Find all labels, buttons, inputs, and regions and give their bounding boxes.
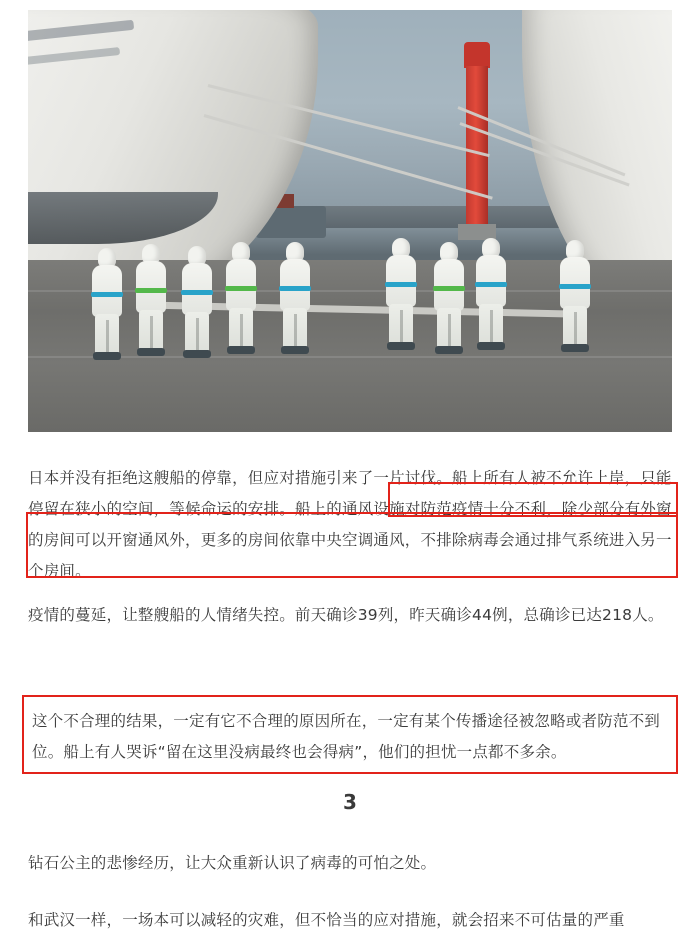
photo-canvas — [28, 10, 672, 432]
dock-line — [28, 356, 672, 358]
article-photo — [28, 10, 672, 432]
hazmat-worker — [474, 238, 508, 350]
hazmat-worker — [90, 248, 124, 360]
hazmat-worker — [134, 244, 168, 356]
hazmat-worker — [224, 242, 258, 354]
article-paragraph-4: 钻石公主的悲惨经历，让大众重新认识了病毒的可怕之处。 — [28, 854, 437, 872]
hazmat-worker — [432, 242, 466, 354]
article-paragraph-1: 日本并没有拒绝这艘船的停靠，但应对措施引来了一片讨伐。船上所有人被不允许上岸，只能停留在狭小的空间，等候命运的安排。船上的通风设施对防范疫情十分不利，除少部分有外窗的房间可以开窗通风外，更多的房间依靠中央空调通风，不排除病毒会通过排气系统进入另一个房间。 — [28, 469, 672, 580]
hazmat-worker — [384, 238, 418, 350]
hazmat-worker — [558, 240, 592, 352]
ship-window-row — [28, 20, 134, 42]
hazmat-worker — [278, 242, 312, 354]
article-paragraph-2: 疫情的蔓延，让整艘船的人情绪失控。前天确诊39列，昨天确诊44例，总确诊已达218人。 — [28, 606, 664, 624]
lighthouse-lamp-icon — [464, 42, 490, 68]
hazmat-worker — [180, 246, 214, 358]
article-paragraph-5: 和武汉一样，一场本可以减轻的灾难，但不恰当的应对措施，就会招来不可估量的严重 — [28, 911, 625, 929]
article-paragraph-3: 这个不合理的结果，一定有它不合理的原因所在，一定有某个传播途径被忽略或者防范不到位。船上有人哭诉“留在这里没病最终也会得病”，他们的担忧一点都不多余。 — [32, 712, 661, 761]
ship-window-row — [28, 47, 120, 65]
section-number: 3 — [343, 790, 357, 814]
